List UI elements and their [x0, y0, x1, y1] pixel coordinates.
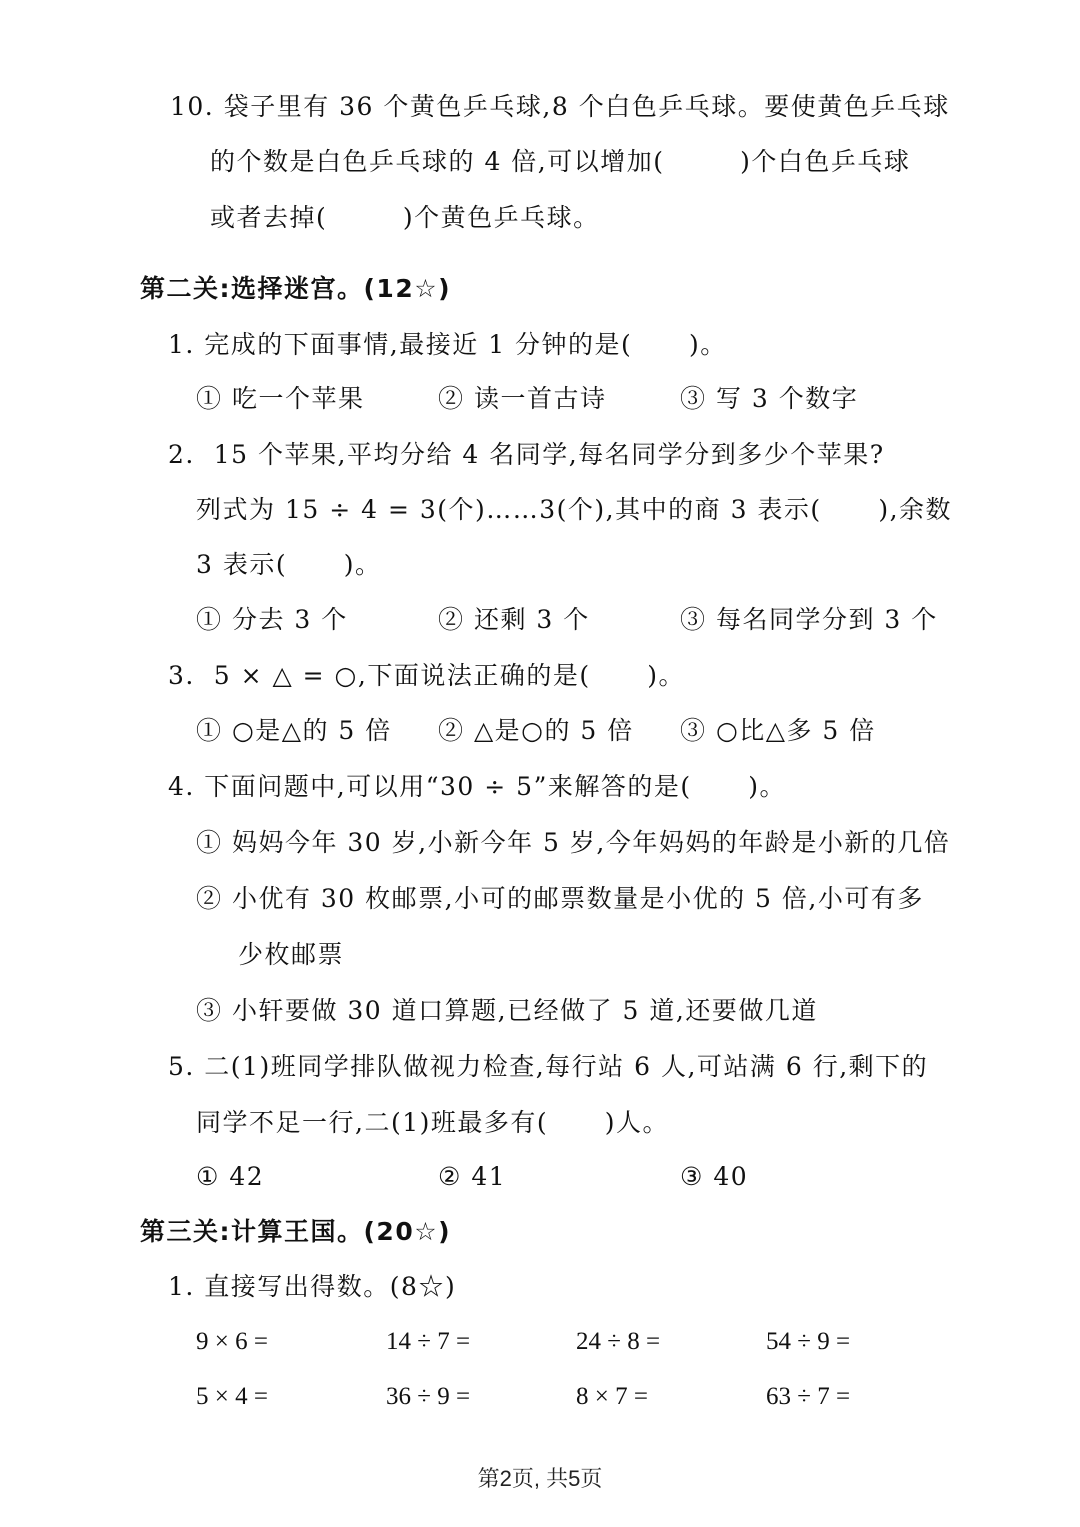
s2-q4-option-2-cont: 少枚邮票: [238, 940, 345, 969]
s2-q4-option-2: ② 小优有 30 枚邮票,小可的邮票数量是小优的 5 倍,小可有多: [196, 884, 924, 913]
s2-q5-option-2: ② 41: [438, 1162, 507, 1191]
calc-item: 63 ÷ 7 =: [766, 1383, 851, 1410]
calc-item: 24 ÷ 8 =: [576, 1328, 661, 1355]
s2-q3-option-3: ③ ○比△多 5 倍: [680, 716, 876, 745]
page-number-footer: 第2页, 共5页: [477, 1466, 603, 1491]
q10-line-2: 的个数是白色乒乓球的 4 倍,可以增加( )个白色乒乓球: [210, 147, 911, 176]
section-3-title: 第三关:计算王国。(20☆): [140, 1217, 452, 1246]
s2-q3-option-2: ② △是○的 5 倍: [438, 716, 634, 745]
calc-item: 36 ÷ 9 =: [386, 1383, 471, 1410]
section-2-title: 第二关:选择迷宫。(12☆): [140, 274, 452, 303]
s2-q2-line-1: 2. 15 个苹果,平均分给 4 名同学,每名同学分到多少个苹果?: [168, 440, 885, 469]
calc-item: 9 × 6 =: [196, 1328, 268, 1355]
s2-q4-text: 4. 下面问题中,可以用“30 ÷ 5”来解答的是( )。: [168, 772, 787, 801]
calc-item: 54 ÷ 9 =: [766, 1328, 851, 1355]
q10-line-1: 10. 袋子里有 36 个黄色乒乓球,8 个白色乒乓球。要使黄色乒乓球: [170, 92, 950, 121]
s2-q5-line-2: 同学不足一行,二(1)班最多有( )人。: [196, 1108, 670, 1137]
s2-q5-option-1: ① 42: [196, 1162, 265, 1191]
calc-item: 14 ÷ 7 =: [386, 1328, 471, 1355]
calc-item: 8 × 7 =: [576, 1383, 648, 1410]
s2-q3-option-1: ① ○是△的 5 倍: [196, 716, 392, 745]
calc-item: 5 × 4 =: [196, 1383, 268, 1410]
s2-q1-option-2: ② 读一首古诗: [438, 384, 607, 413]
s2-q4-option-3: ③ 小轩要做 30 道口算题,已经做了 5 道,还要做几道: [196, 996, 818, 1025]
s2-q3-text: 3. 5 × △ = ○,下面说法正确的是( )。: [168, 661, 686, 690]
s2-q2-line-2: 列式为 15 ÷ 4 = 3(个)……3(个),其中的商 3 表示( ),余数: [196, 495, 953, 524]
s2-q2-option-1: ① 分去 3 个: [196, 605, 348, 634]
s2-q2-option-2: ② 还剩 3 个: [438, 605, 590, 634]
s2-q4-option-1: ① 妈妈今年 30 岁,小新今年 5 岁,今年妈妈的年龄是小新的几倍: [196, 828, 951, 857]
s2-q5-line-1: 5. 二(1)班同学排队做视力检查,每行站 6 人,可站满 6 行,剩下的: [168, 1052, 929, 1081]
s2-q5-option-3: ③ 40: [680, 1162, 749, 1191]
s3-q1-text: 1. 直接写出得数。(8☆): [168, 1272, 457, 1301]
s2-q2-line-3: 3 表示( )。: [196, 550, 382, 579]
s2-q1-text: 1. 完成的下面事情,最接近 1 分钟的是( )。: [168, 330, 727, 359]
s2-q2-option-3: ③ 每名同学分到 3 个: [680, 605, 938, 634]
s2-q1-option-3: ③ 写 3 个数字: [680, 384, 859, 413]
s2-q1-option-1: ① 吃一个苹果: [196, 384, 365, 413]
q10-line-3: 或者去掉( )个黄色乒乓球。: [210, 203, 600, 232]
